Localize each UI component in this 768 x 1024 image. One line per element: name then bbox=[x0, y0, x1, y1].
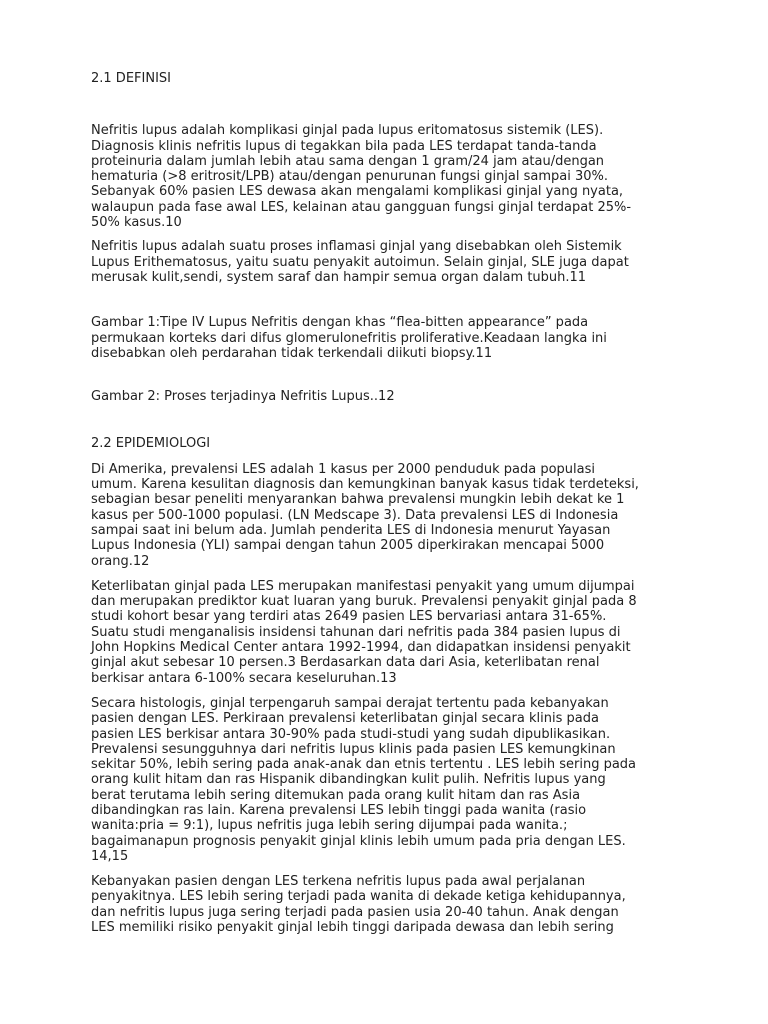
paragraph-definisi-2 bbox=[91, 239, 691, 285]
text-line: LES memiliki risiko penyakit ginjal lebih tinggi daripada dewasa dan lebih sering bbox=[91, 920, 614, 936]
text-line: Nefritis lupus adalah komplikasi ginjal pada lupus eritomatosus sistemik (LES). bbox=[91, 123, 604, 139]
text-line: Sebanyak 60% pasien LES dewasa akan mengalami komplikasi ginjal yang nyata, bbox=[91, 184, 624, 200]
paragraph-epidemiologi-1 bbox=[91, 462, 691, 569]
text-line: sebagian besar peneliti menyarankan bahwa prevalensi mungkin lebih dekat ke 1 bbox=[91, 492, 625, 508]
paragraph-epidemiologi-3 bbox=[91, 696, 691, 864]
text-line: merusak kulit,sendi, system saraf dan hampir semua organ dalam tubuh.11 bbox=[91, 269, 587, 285]
text-line: sekitar 50%, lebih sering pada anak-anak dan etnis tertentu . LES lebih sering pada bbox=[91, 757, 637, 773]
text-line: Nefritis lupus adalah suatu proses inflamasi ginjal yang disebabkan oleh Sistemik bbox=[91, 239, 622, 255]
paragraph-epidemiologi-2 bbox=[91, 579, 691, 686]
text-line: John Hopkins Medical Center antara 1992-1994, dan didapatkan insidensi penyakit bbox=[91, 640, 631, 656]
text-line: dibandingkan ras lain. Karena prevalensi LES lebih tinggi pada wanita (rasio bbox=[91, 802, 587, 818]
text-line: Prevalensi sesungguhnya dari nefritis lupus klinis pada pasien LES kemungkinan bbox=[91, 741, 616, 757]
text-line: penyakitnya. LES lebih sering terjadi pada wanita di dekade ketiga kehidupannya, bbox=[91, 889, 626, 905]
document-page bbox=[91, 71, 691, 935]
text-line: ginjal akut sebesar 10 persen.3 Berdasarkan data dari Asia, keterlibatan renal bbox=[91, 655, 600, 671]
text-line: orang.12 bbox=[91, 553, 150, 569]
text-line: Kebanyakan pasien dengan LES terkena nefritis lupus pada awal perjalanan bbox=[91, 874, 586, 890]
text-line: Di Amerika, prevalensi LES adalah 1 kasus per 2000 penduduk pada populasi bbox=[91, 461, 595, 477]
text-line: umum. Karena kesulitan diagnosis dan kemungkinan banyak kasus tidak terdeteksi, bbox=[91, 477, 639, 493]
text-line: bagaimanapun prognosis penyakit ginjal klinis lebih umum pada pria dengan LES. bbox=[91, 833, 626, 849]
figure-caption-1 bbox=[91, 315, 691, 361]
paragraph-definisi-1 bbox=[91, 123, 691, 230]
text-line: walaupun pada fase awal LES, kelainan atau gangguan fungsi ginjal terdapat 25%- bbox=[91, 199, 632, 215]
text-line: kasus per 500-1000 populasi. (LN Medscape 3). Data prevalensi LES di Indonesia bbox=[91, 507, 619, 523]
text-line: Suatu studi menganalisis insidensi tahunan dari nefritis pada 384 pasien lupus di bbox=[91, 624, 621, 640]
text-line: Gambar 1:Tipe IV Lupus Nefritis dengan khas “flea-bitten appearance” pada bbox=[91, 315, 589, 331]
text-line: Diagnosis klinis nefritis lupus di tegakkan bila pada LES terdapat tanda-tanda bbox=[91, 138, 597, 154]
text-line: dan merupakan prediktor kuat luaran yang buruk. Prevalensi penyakit ginjal pada 8 bbox=[91, 594, 637, 610]
text-line: disebabkan oleh perdarahan tidak terkendali diikuti biopsy.11 bbox=[91, 345, 493, 361]
text-line: Lupus Indonesia (YLI) sampai dengan tahun 2005 diperkirakan mencapai 5000 bbox=[91, 538, 605, 554]
paragraph-epidemiologi-4 bbox=[91, 874, 691, 935]
text-line: proteinuria dalam jumlah lebih atau sama dengan 1 gram/24 jam atau/dengan bbox=[91, 153, 605, 169]
text-line: hematuria (>8 eritrosit/LPB) atau/dengan penurunan fungsi ginjal sampai 30%. bbox=[91, 169, 609, 185]
text-line: Secara histologis, ginjal terpengaruh sampai derajat tertentu pada kebanyakan bbox=[91, 695, 609, 711]
text-line: dan nefritis lupus juga sering terjadi pada pasien usia 20-40 tahun. Anak dengan bbox=[91, 904, 619, 920]
text-line: Keterlibatan ginjal pada LES merupakan manifestasi penyakit yang umum dijumpai bbox=[91, 578, 635, 594]
text-line: 50% kasus.10 bbox=[91, 215, 182, 231]
text-line: pasien LES berkisar antara 30-90% pada studi-studi yang sudah dipublikasikan. bbox=[91, 726, 611, 742]
text-line: berkisar antara 6-100% secara keseluruhan.13 bbox=[91, 670, 397, 686]
text-line: wanita:pria = 9:1), lupus nefritis juga lebih sering dijumpai pada wanita.; bbox=[91, 818, 568, 834]
text-line: studi kohort besar yang terdiri atas 2649 pasien LES bervariasi antara 31-65%. bbox=[91, 609, 607, 625]
section-heading-epidemiologi: 2.2 EPIDEMIOLOGI bbox=[91, 436, 211, 452]
text-line: permukaan korteks dari difus glomerulonefritis proliferative.Keadaan langka ini bbox=[91, 330, 607, 346]
text-line: orang kulit hitam dan ras Hispanik dibandingkan kulit pulih. Nefritis lupus yang bbox=[91, 772, 606, 788]
text-line: berat terutama lebih sering ditemukan pada orang kulit hitam dan ras Asia bbox=[91, 787, 581, 803]
text-line: sampai saat ini belum ada. Jumlah penderita LES di Indonesia menurut Yayasan bbox=[91, 522, 611, 538]
section-heading-definisi: 2.1 DEFINISI bbox=[91, 71, 171, 86]
text-line: 14,15 bbox=[91, 848, 129, 864]
figure-caption-2 bbox=[91, 389, 691, 404]
text-line: Lupus Erithematosus, yaitu suatu penyakit autoimun. Selain ginjal, SLE juga dapat bbox=[91, 254, 629, 270]
text-line: pasien dengan LES. Perkiraan prevalensi keterlibatan ginjal secara klinis pada bbox=[91, 711, 599, 727]
text-line: Gambar 2: Proses terjadinya Nefritis Lupus..12 bbox=[91, 389, 395, 405]
